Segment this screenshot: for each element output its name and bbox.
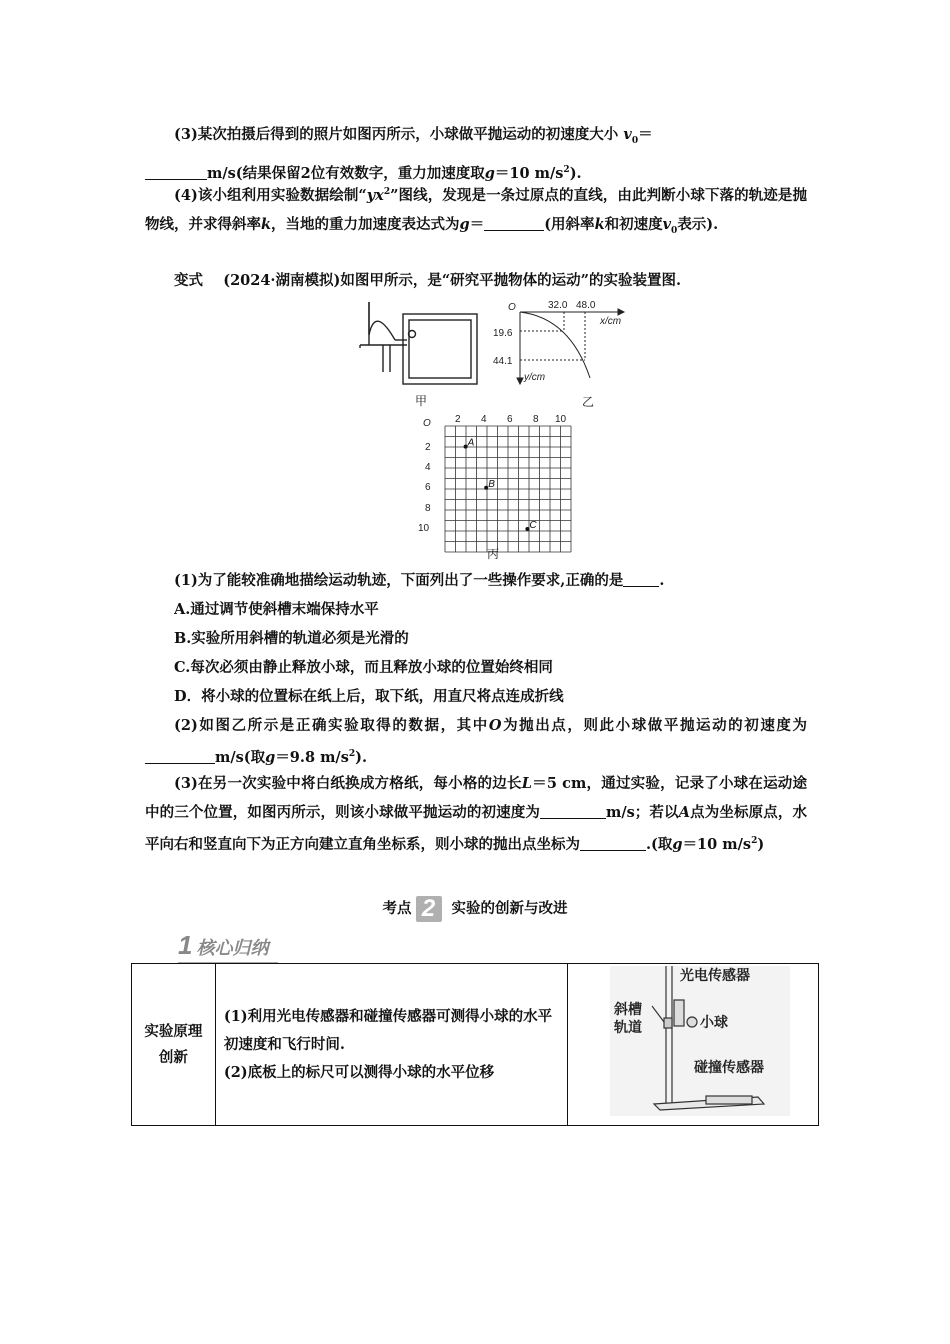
option-a: A.通过调节使斜槽末端保持水平 bbox=[174, 601, 379, 618]
innovation-table bbox=[131, 963, 819, 1126]
figure-bing-grid bbox=[415, 410, 575, 562]
subquestion-1: (1)为了能较准确地描绘运动轨迹，下面列出了一些操作要求,正确的是 . bbox=[174, 572, 665, 589]
section-heading: 考点 2 实验的创新与改进 bbox=[382, 895, 568, 922]
figure-yi-xlabel: x/cm bbox=[600, 316, 622, 327]
subquestion-3: (3)在另一次实验中将白纸换成方格纸，每小格的边长L＝5 cm，通过实验，记录了小球在运动途中的三个位置，如图丙所示，则该小球做平抛运动的初速度为 m/s；若以A点为坐标原点，水平向右和竖直向下为正方向建立直角坐标系，则小球的抛出点坐标为 .(取g＝10 $m/s^2$) bbox=[145, 775, 808, 853]
figure-bing-xtick: 8 bbox=[533, 414, 539, 425]
answer-blank[interactable] bbox=[540, 802, 606, 819]
figure-yi-xtick: 48.0 bbox=[576, 300, 596, 311]
variant-intro: 变式 (2024·湖南模拟)如图甲所示，是“研究平抛物体的运动”的实验装置图. bbox=[174, 272, 682, 289]
figure-yi-origin: O bbox=[508, 302, 516, 313]
figure-yi-graph bbox=[490, 298, 630, 410]
table-row bbox=[132, 964, 819, 1126]
figure-yi-xtick: 32.0 bbox=[548, 300, 568, 311]
figure-bing-ytick: 8 bbox=[425, 503, 431, 514]
label-photo-sensor: 光电传感器 bbox=[680, 967, 750, 983]
figure-bing-ytick: 6 bbox=[425, 482, 431, 493]
question-3: (3)某次拍摄后得到的照片如图丙所示，小球做平抛运动的初速度大小 $v_0=$ m/s(结果保留2位有效数字，重力加速度取g＝10 $m/s^2$). bbox=[145, 120, 807, 188]
option-d: D．将小球的位置标在纸上后，取下纸，用直尺将点连成折线 bbox=[174, 688, 564, 705]
label-ball: 小球 bbox=[700, 1014, 728, 1030]
answer-blank[interactable] bbox=[484, 214, 544, 231]
figure-yi-trajectory bbox=[520, 312, 590, 378]
option-b: B.实验所用斜槽的轨道必须是光滑的 bbox=[174, 630, 409, 647]
figure-yi-ylabel: y/cm bbox=[524, 372, 546, 383]
figure-bing-ytick: 2 bbox=[425, 442, 431, 453]
question-4: (4)该小组利用实验数据绘制“$yx^2$”图线，发现是一条过原点的直线，由此判断小球下落的轨迹是抛物线，并求得斜率k，当地的重力加速度表达式为g＝ (用斜率k和初速度$v_0$表示). bbox=[145, 186, 807, 236]
subquestion-2: (2)如图乙所示是正确实验取得的数据，其中O为抛出点，则此小球做平抛运动的初速度为m/s(取g＝9.8 $m/s^2$). bbox=[145, 711, 807, 772]
label-track: 斜槽 bbox=[614, 1001, 642, 1017]
figure-bing-xtick: 10 bbox=[555, 414, 567, 425]
section-number-badge: 2 bbox=[416, 896, 442, 922]
figure-bing-xtick: 2 bbox=[455, 414, 461, 425]
figure-yi-ytick: 44.1 bbox=[493, 356, 513, 367]
label-impact-sensor: 碰撞传感器 bbox=[694, 1059, 764, 1075]
figure-yi-ytick: 19.6 bbox=[493, 328, 513, 339]
figure-bing-label: 丙 bbox=[487, 547, 500, 561]
option-c: C.每次必须由静止释放小球，而且释放小球的位置始终相同 bbox=[174, 659, 553, 676]
table-cell-figure bbox=[568, 964, 819, 1126]
figure-yi-label: 乙 bbox=[582, 395, 595, 409]
figure-bing-origin: O bbox=[423, 418, 431, 429]
trajectory-point-label: C bbox=[529, 520, 537, 531]
label-track: 轨道 bbox=[614, 1019, 642, 1035]
trajectory-point-label: B bbox=[488, 478, 495, 490]
figure-bing-ytick: 4 bbox=[425, 462, 431, 473]
answer-blank[interactable] bbox=[580, 834, 646, 851]
answer-blank[interactable] bbox=[145, 747, 215, 764]
figure-bing-xtick: 4 bbox=[481, 414, 487, 425]
figure-bing-ytick: 10 bbox=[418, 523, 430, 534]
table-cell-description: (1)利用光电传感器和碰撞传感器可测得小球的水平初速度和飞行时间. (2)底板上的标尺可以测得小球的水平位移 bbox=[215, 964, 567, 1126]
sensor-apparatus-figure bbox=[568, 964, 818, 1121]
figure-bing-xtick: 6 bbox=[507, 414, 513, 425]
table-cell-category: 实验原理 创新 bbox=[132, 964, 216, 1126]
summary-heading: 1 核心归纳 bbox=[178, 930, 278, 964]
trajectory-point-label: A bbox=[467, 437, 475, 449]
answer-blank[interactable] bbox=[623, 570, 659, 587]
figure-jia-label: 甲 bbox=[415, 394, 428, 408]
figure-jia-apparatus bbox=[355, 300, 490, 410]
